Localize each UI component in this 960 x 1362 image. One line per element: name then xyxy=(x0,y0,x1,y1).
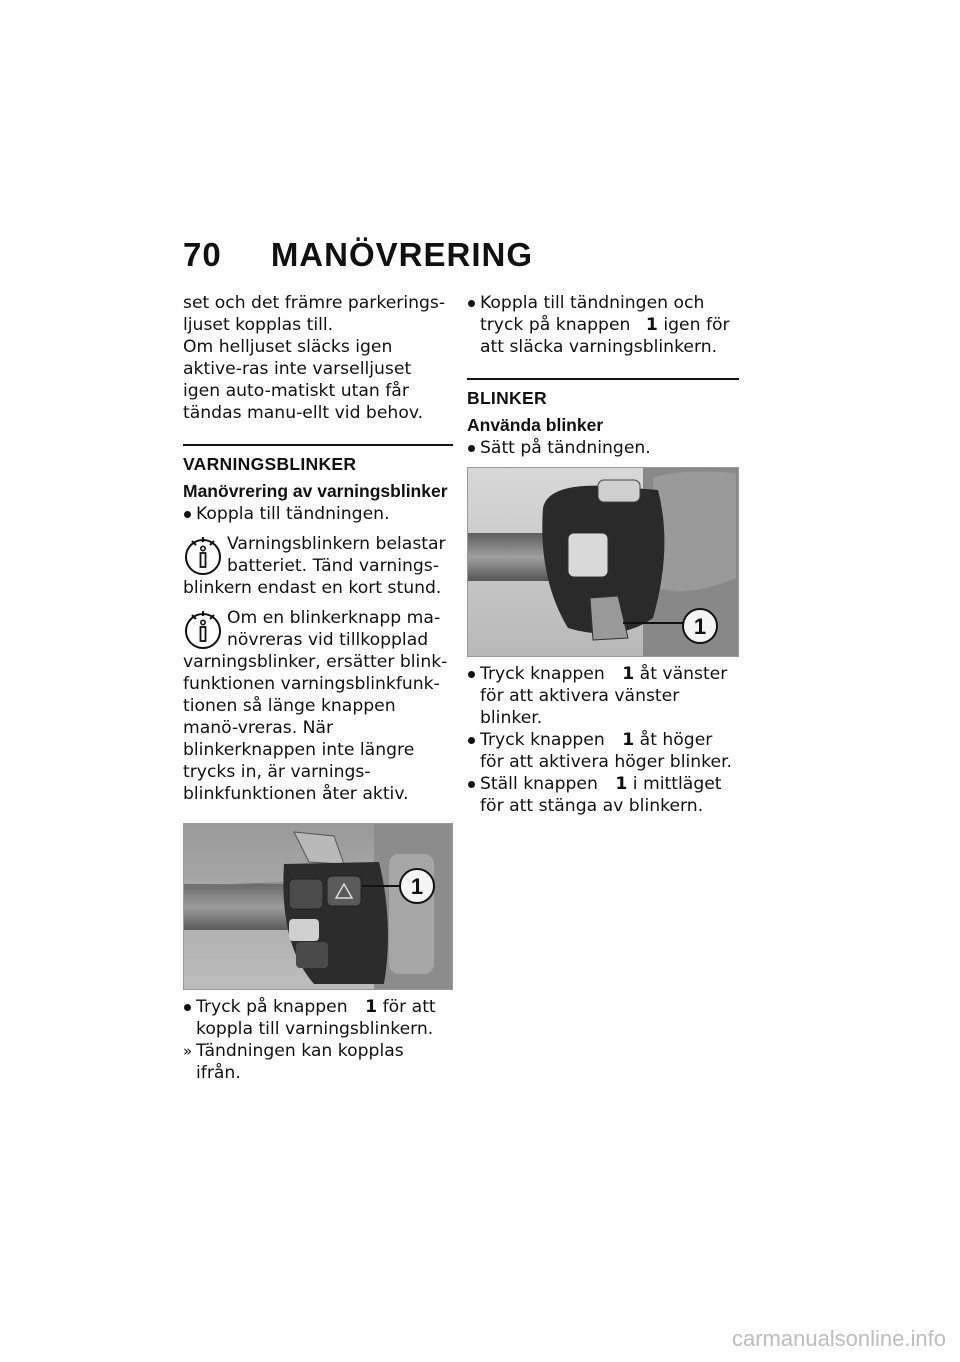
callout-1: 1 xyxy=(410,874,424,899)
button-ref: 1 xyxy=(622,730,635,750)
button-ref: 1 xyxy=(622,664,635,684)
result-ignition-off: » Tändningen kan kopplas ifrån. xyxy=(183,1041,404,1083)
button-ref: 1 xyxy=(645,315,658,335)
step-ignition-on: Koppla till tändningen. xyxy=(183,503,453,525)
button-ref: 1 xyxy=(365,997,378,1017)
left-column xyxy=(183,292,453,1084)
step-press-hazard: Tryck på knappen 1 för att koppla till varningsblinkern. xyxy=(183,996,453,1040)
note-battery-text: Varningsblinkern belastar batteriet. Tänd varnings-blinkern endast en kort stund. xyxy=(183,534,446,598)
page-header xyxy=(183,236,533,286)
info-icon xyxy=(183,535,223,577)
button-ref: 1 xyxy=(615,774,628,794)
intro-text: set och det främre parkerings-ljuset kopplas till. xyxy=(183,293,446,335)
note-battery xyxy=(183,533,453,599)
section-divider xyxy=(467,378,739,380)
page-number: 70 xyxy=(183,236,222,273)
note-override xyxy=(183,607,453,805)
right-column xyxy=(467,292,739,817)
step-ignition-on-2: Sätt på tändningen. xyxy=(467,437,739,459)
intro-text-2: Om helljuset släcks igen aktive-ras inte varselljuset igen auto-matiskt utan får tändas manu-ellt vid behov. xyxy=(183,337,424,423)
figure-hazard-switch xyxy=(183,823,453,990)
step-right-signal: Tryck knappen 1 åt höger för att aktivera höger blinker. xyxy=(467,729,739,773)
subsection-title-hazard: Manövrering av varningsblinker xyxy=(183,481,448,501)
callout-1: 1 xyxy=(693,614,707,639)
step-left-signal: Tryck knappen 1 åt vänster för att aktivera vänster blinker. xyxy=(467,663,739,729)
handlebar-photo xyxy=(184,824,452,989)
handlebar-photo xyxy=(468,468,738,656)
subsection-title-turn-signal: Använda blinker xyxy=(467,415,604,435)
figure-turn-switch xyxy=(467,467,739,657)
info-icon xyxy=(183,609,223,651)
chapter-title: MANÖVRERING xyxy=(270,236,533,273)
note-override-text: Om en blinkerknapp ma-növreras vid tillkopplad varningsblinker, ersätter blink-funktionen varningsblinkfunk-tionen så länge knappen manö-vreras. När blinkerknappen inte längre trycks in, är varnings-blinkfunktionen åter aktiv. xyxy=(183,608,448,804)
watermark: carmanualsonline.info xyxy=(731,1326,946,1351)
step-cancel-signal: Ställ knappen 1 i mittläget för att stänga av blinkern. xyxy=(467,773,739,817)
section-title-hazard: VARNINGSBLINKER xyxy=(183,454,357,474)
step-hazard-off: Koppla till tändningen och tryck på knappen 1 igen för att släcka varningsblinkern. xyxy=(467,292,739,358)
result-mark: » xyxy=(183,1042,193,1060)
section-divider xyxy=(183,444,453,446)
section-title-turn-signal: BLINKER xyxy=(467,388,547,408)
